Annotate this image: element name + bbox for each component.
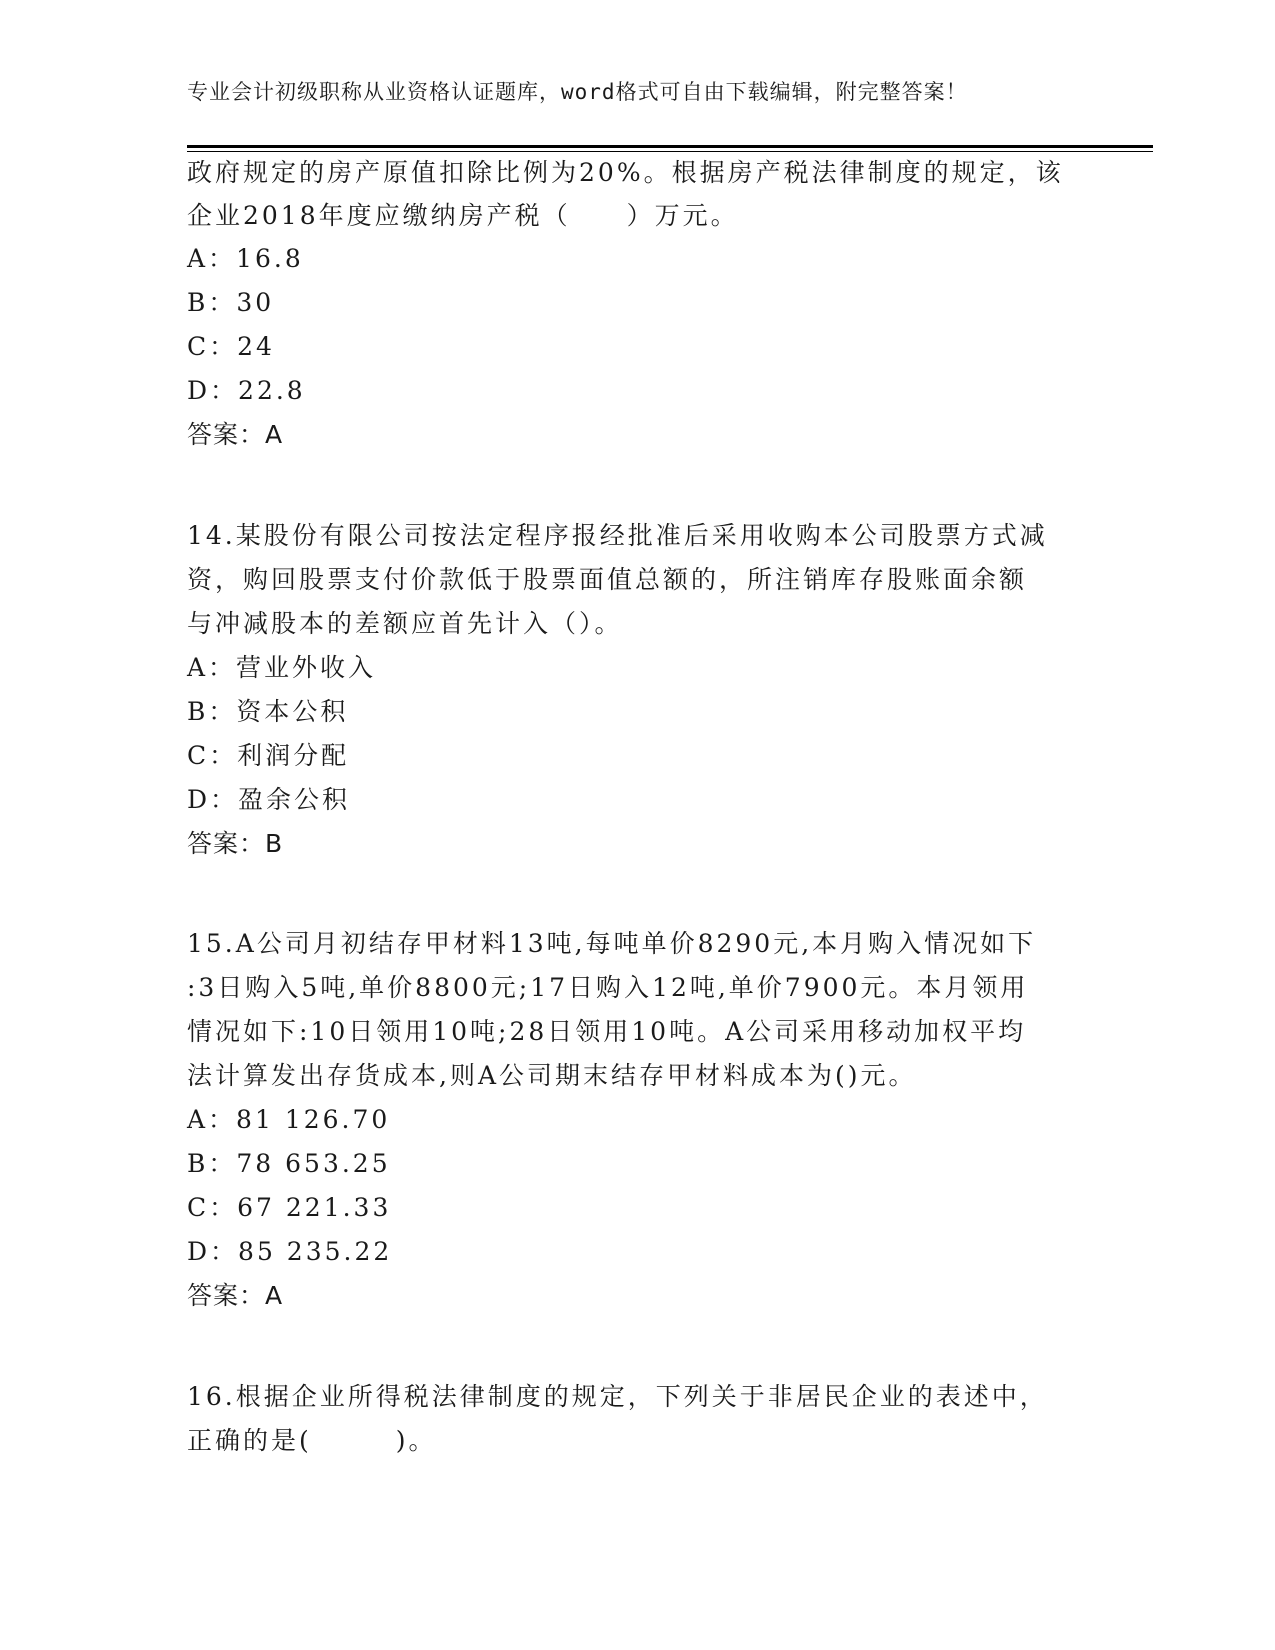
option-d: D：22.8 — [187, 376, 306, 405]
question-stem-line: 情况如下:10日领用10吨;28日领用10吨。A公司采用移动加权平均 — [187, 1017, 1027, 1046]
question-stem-line: 法计算发出存货成本,则A公司期末结存甲材料成本为()元。 — [187, 1061, 917, 1090]
question-stem-line: 15.A公司月初结存甲材料13吨,每吨单价8290元,本月购入情况如下 — [187, 929, 1037, 958]
question-stem-line: 企业2018年度应缴纳房产税（ ）万元。 — [187, 201, 739, 230]
question-stem-line: 政府规定的房产原值扣除比例为20%。根据房产税法律制度的规定，该 — [187, 158, 1064, 187]
header-rule-thick — [187, 145, 1153, 148]
question-stem-line: :3日购入5吨,单价8800元;17日购入12吨,单价7900元。本月领用 — [187, 973, 1029, 1002]
question-stem-line: 与冲减股本的差额应首先计入（）。 — [187, 609, 623, 638]
option-a: A：16.8 — [187, 244, 304, 273]
option-a: A：81 126.70 — [187, 1105, 391, 1134]
answer-label: 答案：A — [187, 1281, 284, 1310]
option-b: B：78 653.25 — [187, 1149, 391, 1178]
question-stem-line: 14.某股份有限公司按法定程序报经批准后采用收购本公司股票方式减 — [187, 521, 1048, 550]
option-d: D：85 235.22 — [187, 1237, 393, 1266]
page-header: 专业会计初级职称从业资格认证题库，word格式可自由下载编辑，附完整答案！ — [187, 80, 968, 104]
answer-label: 答案：A — [187, 420, 284, 449]
option-d: D：盈余公积 — [187, 785, 351, 814]
question-stem-line: 16.根据企业所得税法律制度的规定，下列关于非居民企业的表述中， — [187, 1382, 1048, 1411]
option-c: C：67 221.33 — [187, 1193, 392, 1222]
answer-label: 答案：B — [187, 829, 284, 858]
header-rule-thin — [187, 151, 1153, 152]
option-a: A：营业外收入 — [187, 653, 377, 682]
question-stem-line: 资，购回股票支付价款低于股票面值总额的，所注销库存股账面余额 — [187, 565, 1028, 594]
question-stem-line: 正确的是( )。 — [187, 1426, 437, 1455]
option-b: B：资本公积 — [187, 697, 349, 726]
option-b: B：30 — [187, 288, 275, 317]
option-c: C：24 — [187, 332, 275, 361]
option-c: C：利润分配 — [187, 741, 350, 770]
